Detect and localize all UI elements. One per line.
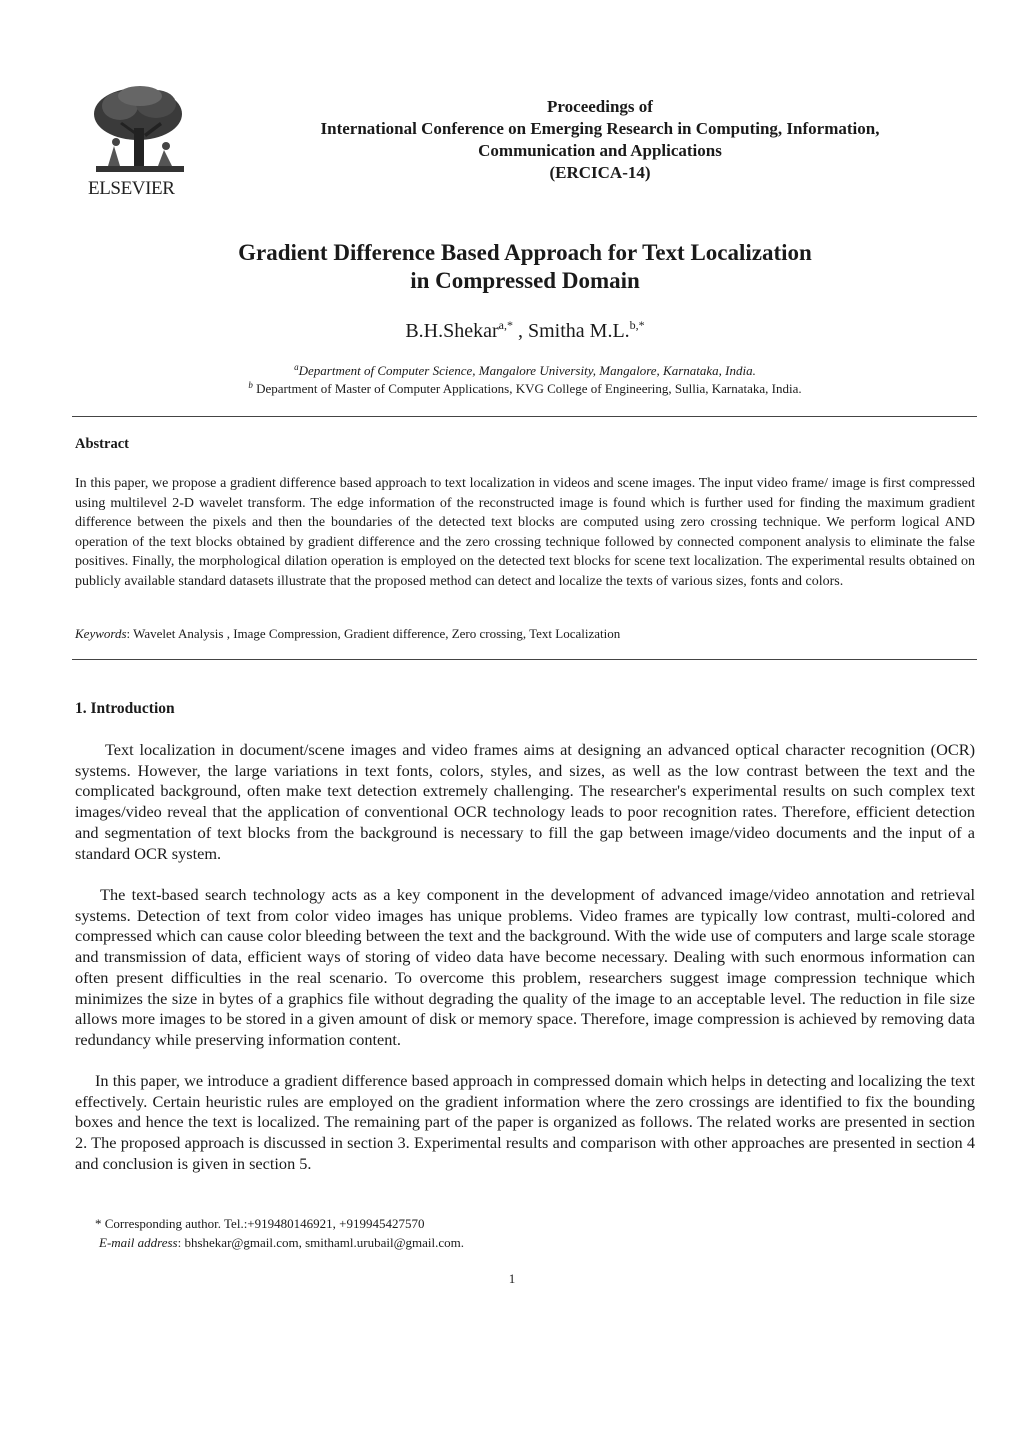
abstract-heading: Abstract xyxy=(75,436,129,452)
author-2: Smitha M.L. xyxy=(527,320,630,342)
intro-paragraph-2: The text-based search technology acts as a key component in the development of advanced image/video annotation and retrieval systems. Detection of text from color video images has unique problems. Video frames are typically low contrast, multi-colored and compressed which can cause color bleeding between the text and the background. With the wide use of computers and large scale storage and transmission of data, efficient ways of storing of video data have become necessary. Dealing with such enormous information can often present difficulties in the real scenario. To overcome this problem, researchers suggest image compression technique which minimizes the size in bytes of a graphics file without degrading the quality of the image to an acceptable level. The reduction in file size allows more images to be stored in a given amount of disk or memory space. Therefore, image compression is achieved by removing data redundancy while preserving information content. xyxy=(75,885,975,1049)
keywords-label: Keywords xyxy=(75,626,127,641)
paper-title-line-1: Gradient Difference Based Approach for Text Localization xyxy=(238,240,812,265)
email-addresses: : bhshekar@gmail.com, smithaml.urubail@gmail.com. xyxy=(177,1235,465,1250)
keywords-text: : Wavelet Analysis , Image Compression, Gradient difference, Zero crossing, Text Localization xyxy=(126,626,621,641)
introduction-heading: 1. Introduction xyxy=(75,700,175,717)
intro-paragraph-1: Text localization in document/scene images and video frames aims at designing an advanced optical character recognition (OCR) systems. However, the large variations in text fonts, colors, styles, and sizes, as well as the low contrast between the text and the complicated background, often make text detection extremely challenging. The researcher's experimental results on such complex text images/video reveal that the application of conventional OCR technology leads to poor recognition rates. Therefore, efficient detection and segmentation of text blocks from the background is necessary to fill the gap between image/video documents and the input of a standard OCR system. xyxy=(75,740,975,863)
author-1-affiliation-mark: a,* xyxy=(498,318,513,332)
proceedings-line-1: Proceedings of xyxy=(547,97,653,116)
author-list xyxy=(74,320,976,343)
author-2-affiliation-mark: b,* xyxy=(629,318,645,332)
elsevier-logo xyxy=(90,84,190,204)
affiliation-a xyxy=(74,362,976,380)
author-1: B.H.Shekar xyxy=(405,320,499,342)
proceedings-header xyxy=(200,96,1000,184)
corresponding-author-note: * Corresponding author. Tel.:+919480146921, +919945427570 xyxy=(95,1216,425,1231)
keywords xyxy=(75,626,620,642)
paper-title xyxy=(74,239,976,295)
affiliation-b-text: Department of Master of Computer Applications, KVG College of Engineering, Sullia, Karnataka, India. xyxy=(252,381,802,396)
affiliation-b-mark: b xyxy=(248,380,253,390)
affiliation-b xyxy=(74,380,976,398)
paper-title-line-2: in Compressed Domain xyxy=(410,268,640,293)
page-number: 1 xyxy=(508,1271,516,1286)
proceedings-line-2: International Conference on Emerging Research in Computing, Information, xyxy=(320,119,880,138)
abstract-text: In this paper, we propose a gradient difference based approach to text localization in videos and scene images. The input video frame/ image is first compressed using multilevel 2-D wavelet transform. The edge information of the reconstructed image is found which is further used for finding the maximum gradient difference between the pixels and then the boundaries of the detected text blocks are computed using zero crossing technique. We perform logical AND operation of the text blocks obtained by gradient difference and the zero crossing technique followed by connected component analysis to eliminate the false positives. Finally, the morphological dilation operation is employed on the detected text blocks for scene text localization. The experimental results obtained on publicly available standard datasets illustrate that the proposed method can detect and localize the texts of various sizes, fonts and colors. xyxy=(75,476,975,589)
intro-paragraph-3: In this paper, we introduce a gradient difference based approach in compressed domain which helps in detecting and localizing the text effectively. Certain heuristic rules are employed on the gradient information where the zero crossings are identified to fix the bounding boxes and hence the text is localized. The remaining part of the paper is organized as follows. The related works are presented in section 2. The proposed approach is discussed in section 3. Experimental results and comparison with other approaches are presented in section 4 and conclusion is given in section 5. xyxy=(75,1071,975,1173)
email-label: E-mail address xyxy=(99,1235,178,1250)
affiliation-a-mark: a xyxy=(294,362,299,372)
tree-icon xyxy=(90,84,190,176)
affiliation-a-text: Department of Computer Science, Mangalore University, Mangalore, Karnataka, India. xyxy=(298,363,756,378)
email-note xyxy=(99,1233,464,1252)
proceedings-line-3: Communication and Applications xyxy=(478,141,722,160)
publisher-name: ELSEVIER xyxy=(88,178,175,199)
divider-bottom xyxy=(72,659,977,660)
divider-top xyxy=(72,416,977,417)
proceedings-line-4: (ERCICA-14) xyxy=(549,163,651,182)
author-separator: , xyxy=(512,320,528,342)
